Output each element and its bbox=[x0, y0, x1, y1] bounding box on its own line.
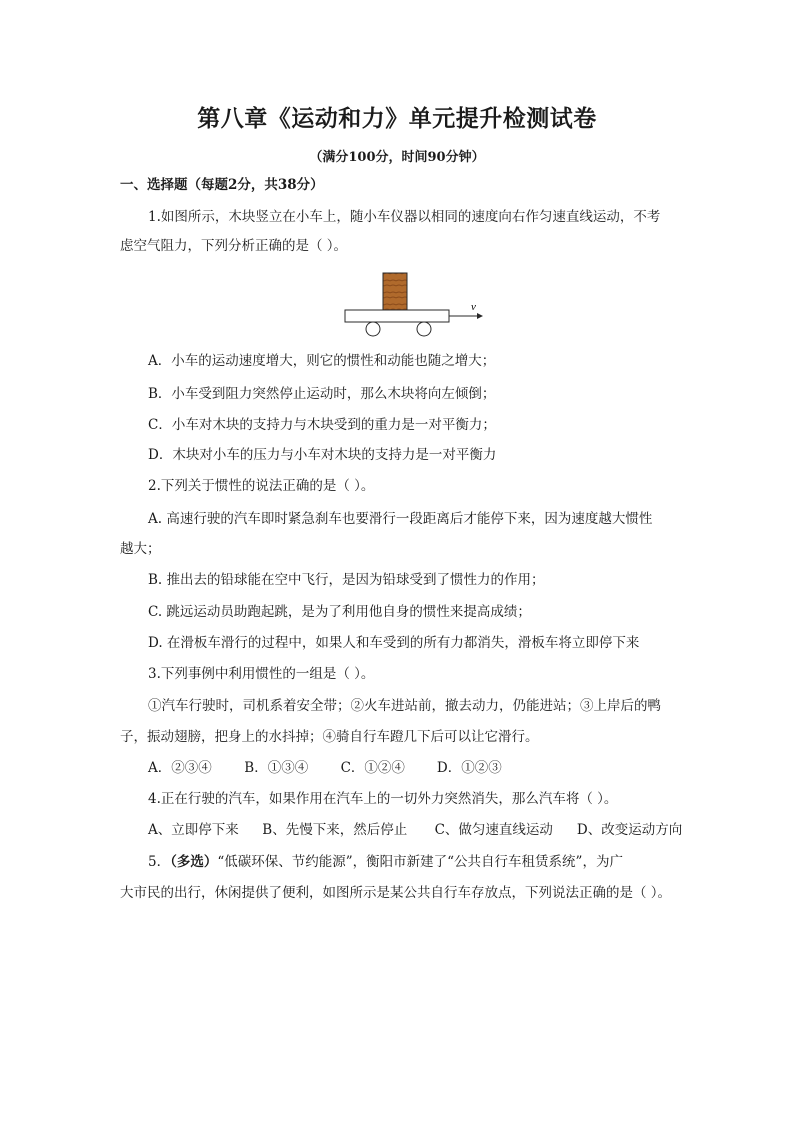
q1-option-a: A．小车的运动速度增大，则它的惯性和动能也随之增大； bbox=[148, 353, 496, 369]
q2-option-a-line1: A. 高速行驶的汽车即时紧急刹车也要滑行一段距离后才能停下来，因为速度越大惯性 bbox=[148, 511, 653, 527]
q3-body-line1: ①汽车行驶时，司机系着安全带；②火车进站前，撤去动力，仍能进站；③上岸后的鸭 bbox=[148, 698, 661, 714]
q5-number: 5． bbox=[148, 854, 171, 870]
q3-option-c: C．①②④ bbox=[340, 760, 405, 776]
q3-options bbox=[148, 759, 676, 777]
wood-block bbox=[383, 273, 407, 310]
q2-stem: 2.下列关于惯性的说法正确的是（ ）。 bbox=[148, 478, 375, 494]
q1-stem-line1: 1.如图所示，木块竖立在小车上，随小车仪器以相同的速度向右作匀速直线运动，不考 bbox=[148, 209, 661, 225]
q2-option-d: D. 在滑板车滑行的过程中，如果人和车受到的所有力都消失，滑板车将立即停下来 bbox=[148, 635, 640, 651]
cart-figure bbox=[330, 266, 490, 346]
velocity-label: v bbox=[471, 301, 476, 313]
cart-wheel-left bbox=[366, 322, 380, 336]
q1-stem-line2: 虑空气阻力，下列分析正确的是（ ）。 bbox=[120, 238, 348, 254]
q4-option-c: C、做匀速直线运动 bbox=[434, 822, 553, 838]
q1-option-c: C．小车对木块的支持力与木块受到的重力是一对平衡力； bbox=[148, 417, 496, 433]
q2-option-c: C. 跳远运动员助跑起跳，是为了利用他自身的惯性来提高成绩； bbox=[148, 604, 531, 620]
cart-wheel-right bbox=[417, 322, 431, 336]
q3-option-d: D．①②③ bbox=[436, 760, 502, 776]
q3-option-b: B．①③④ bbox=[244, 760, 309, 776]
q4-stem: 4.正在行驶的汽车，如果作用在汽车上的一切外力突然消失，那么汽车将（ ）。 bbox=[148, 791, 618, 807]
q1-option-b: B．小车受到阻力突然停止运动时，那么木块将向左倾倒； bbox=[148, 386, 496, 402]
q5-stem-line2: 大市民的出行，休闲提供了便利，如图所示是某公共自行车存放点，下列说法正确的是（ ）。 bbox=[120, 885, 672, 901]
q4-option-b: B、先慢下来，然后停止 bbox=[262, 822, 408, 838]
velocity-arrowhead bbox=[477, 313, 483, 319]
q1-option-d: D．木块对小车的压力与小车对木块的支持力是一对平衡力 bbox=[148, 447, 497, 463]
section-heading: 一、选择题（每题2分，共38分） bbox=[120, 177, 324, 193]
cart-body bbox=[345, 310, 449, 322]
q2-option-b: B. 推出去的铅球能在空中飞行，是因为铅球受到了惯性力的作用； bbox=[148, 572, 545, 588]
q5-tag: （多选） bbox=[170, 854, 218, 870]
q2-option-a-line2: 越大； bbox=[120, 541, 161, 557]
q5-stem-line1 bbox=[148, 853, 676, 871]
page-subtitle: （满分100分，时间90分钟） bbox=[309, 150, 485, 165]
q3-option-a: A．②③④ bbox=[148, 760, 212, 776]
page-title: 第八章《运动和力》单元提升检测试卷 bbox=[197, 105, 597, 132]
q3-stem: 3.下列事例中利用惯性的一组是（ ）。 bbox=[148, 666, 375, 682]
q4-options bbox=[148, 821, 683, 839]
q4-option-d: D、改变运动方向 bbox=[576, 822, 683, 838]
q3-body-line2: 子，振动翅膀，把身上的水抖掉；④骑自行车蹬几下后可以让它滑行。 bbox=[120, 729, 539, 745]
q4-option-a: A、立即停下来 bbox=[148, 822, 239, 838]
q5-stem-line1-text: “低碳环保、节约能源”，衡阳市新建了“公共自行车租赁系统”，为广 bbox=[217, 854, 623, 870]
